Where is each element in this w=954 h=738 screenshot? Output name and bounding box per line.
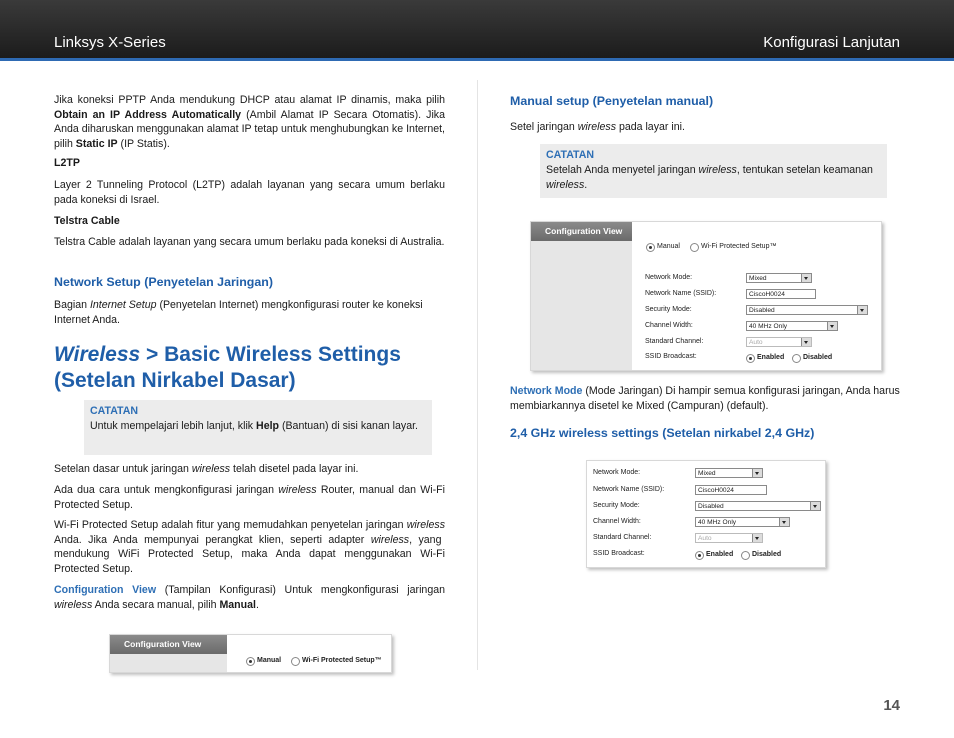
ssid-label: Network Name (SSID): bbox=[593, 486, 665, 493]
two-ways-paragraph bbox=[54, 483, 445, 512]
ssid-broadcast-label: SSID Broadcast: bbox=[593, 550, 645, 557]
telstra-paragraph: Telstra Cable adalah layanan yang secara umum berlaku pada koneksi di Australia. bbox=[54, 236, 445, 248]
text-italic: wireless bbox=[370, 533, 410, 546]
text: , tentukan setelan keamanan bbox=[736, 164, 873, 176]
select-value: Disabled bbox=[749, 307, 775, 314]
config-view-screenshot bbox=[109, 634, 392, 673]
select-value: Auto bbox=[749, 339, 763, 346]
ssid-input[interactable]: CiscoH0024 bbox=[746, 289, 816, 299]
config-view-bar: Configuration View bbox=[110, 635, 227, 654]
channel-width-select[interactable] bbox=[746, 321, 838, 331]
header-section-title: Konfigurasi Lanjutan bbox=[763, 34, 900, 51]
note-box bbox=[84, 400, 432, 455]
text-bold: Obtain an IP Address Automatically bbox=[54, 108, 242, 121]
text-bold: Help bbox=[256, 420, 280, 432]
channel-width-label: Channel Width: bbox=[593, 518, 641, 525]
text: Jika koneksi PPTP Anda mendukung DHCP atau alamat IP dinamis, maka pilih bbox=[54, 94, 445, 106]
standard-channel-label: Standard Channel: bbox=[593, 534, 652, 541]
text-italic: wireless bbox=[278, 484, 317, 496]
manual-setup-paragraph bbox=[510, 120, 900, 135]
note-box-right bbox=[540, 144, 887, 198]
text-bold: Manual bbox=[219, 598, 256, 611]
network-mode-select[interactable] bbox=[746, 273, 812, 283]
select-value: 40 MHz Only bbox=[749, 323, 788, 330]
standard-channel-select bbox=[746, 337, 812, 347]
text: Setelan dasar untuk jaringan bbox=[54, 463, 192, 475]
text: Wi-Fi Protected Setup adalah fitur yang memudahkan penyetelan jaringan bbox=[54, 519, 407, 531]
text: (Ambil Alamat IP Secara Otomatis). Jika Anda diharuskan menggunakan alamat IP tetap untuk menghubungkan ke Internet, pilih bbox=[54, 108, 445, 150]
network-setup-heading: Network Setup (Penyetelan Jaringan) bbox=[54, 275, 273, 289]
select-value: Mixed bbox=[698, 470, 716, 477]
text: . bbox=[255, 598, 259, 611]
term-label: Configuration View bbox=[54, 584, 157, 596]
note-title: CATATAN bbox=[90, 405, 139, 417]
disabled-radio[interactable] bbox=[792, 354, 801, 363]
manual-radio[interactable] bbox=[646, 243, 655, 252]
ssid-broadcast-label: SSID Broadcast: bbox=[645, 353, 697, 360]
heading-text: > Basic Wireless Settings (Setelan Nirkabel Dasar) bbox=[54, 343, 401, 392]
term-label: Network Mode bbox=[510, 385, 583, 397]
text: Router, manual dan Wi-Fi Protected Setup. bbox=[54, 484, 445, 511]
text: Anda secara manual, pilih bbox=[92, 598, 220, 611]
chevron-down-icon bbox=[752, 469, 762, 477]
disabled-label: Disabled bbox=[803, 354, 833, 361]
wps-label: Wi-Fi Protected Setup™ bbox=[701, 243, 777, 250]
text: Anda. Jika Anda mempunyai perangkat klien, seperti adapter bbox=[54, 533, 371, 546]
channel-width-label: Channel Width: bbox=[645, 322, 693, 329]
network-setup-paragraph bbox=[54, 298, 445, 327]
note-body bbox=[546, 163, 876, 192]
enabled-radio[interactable] bbox=[695, 551, 704, 560]
network-mode-paragraph bbox=[510, 384, 900, 413]
wps-radio[interactable] bbox=[690, 243, 699, 252]
text-bold: Static IP bbox=[75, 137, 118, 150]
text: (Mode Jaringan) Di hampir semua konfigurasi jaringan, Anda harus membiarkannya disetel ke Mixed (Campuran) (default). bbox=[510, 385, 900, 412]
standard-channel-select bbox=[695, 533, 763, 543]
sidebar-panel bbox=[531, 241, 632, 370]
ghz-settings-heading: 2,4 GHz wireless settings (Setelan nirkabel 2,4 GHz) bbox=[510, 426, 815, 440]
wps-label: Wi-Fi Protected Setup™ bbox=[302, 657, 382, 664]
security-mode-label: Security Mode: bbox=[645, 306, 692, 313]
network-mode-label: Network Mode: bbox=[593, 469, 641, 476]
config-view-paragraph bbox=[54, 583, 445, 612]
section-heading bbox=[54, 342, 454, 394]
manual-label: Manual bbox=[657, 243, 680, 250]
security-mode-select[interactable] bbox=[695, 501, 821, 511]
text: Bagian bbox=[54, 299, 90, 311]
manual-label: Manual bbox=[257, 657, 282, 664]
network-mode-select[interactable] bbox=[695, 468, 763, 478]
standard-channel-label: Standard Channel: bbox=[645, 338, 704, 345]
text: (Penyetelan Internet) mengkonfigurasi router ke koneksi Internet Anda. bbox=[54, 299, 423, 326]
text: . bbox=[584, 178, 588, 191]
wps-radio[interactable] bbox=[291, 657, 300, 666]
select-value: 40 MHz Only bbox=[698, 519, 737, 526]
enabled-label: Enabled bbox=[706, 551, 734, 558]
header-accent-line bbox=[0, 58, 954, 61]
chevron-down-icon bbox=[801, 274, 811, 282]
wps-paragraph bbox=[54, 518, 445, 576]
telstra-label: Telstra Cable bbox=[54, 215, 120, 227]
text: Setelah Anda menyetel jaringan bbox=[546, 164, 699, 176]
header-product-title: Linksys X-Series bbox=[54, 34, 166, 51]
column-divider bbox=[477, 80, 478, 670]
ssid-input[interactable]: CiscoH0024 bbox=[695, 485, 767, 495]
text: , yang mendukung WiFi Protected Setup, maka Anda dapat menggunakan Wi-Fi Protected Setup. bbox=[54, 533, 445, 575]
network-mode-label: Network Mode: bbox=[645, 274, 693, 281]
select-value: Mixed bbox=[749, 275, 767, 282]
manual-setup-screenshot bbox=[530, 221, 882, 371]
chevron-down-icon bbox=[752, 534, 762, 542]
text: Ada dua cara untuk mengkonfigurasi jaringan bbox=[54, 484, 279, 496]
sidebar-panel bbox=[110, 654, 227, 672]
disabled-radio[interactable] bbox=[741, 551, 750, 560]
select-value: Auto bbox=[698, 535, 712, 542]
chevron-down-icon bbox=[857, 306, 867, 314]
channel-width-select[interactable] bbox=[695, 517, 790, 527]
text: Untuk mempelajari lebih lanjut, klik bbox=[90, 420, 257, 432]
pptp-dhcp-paragraph bbox=[54, 93, 445, 151]
enabled-radio[interactable] bbox=[746, 354, 755, 363]
manual-setup-heading: Manual setup (Penyetelan manual) bbox=[510, 94, 714, 108]
ssid-label: Network Name (SSID): bbox=[645, 290, 717, 297]
chevron-down-icon bbox=[779, 518, 789, 526]
text-italic: Internet Setup bbox=[89, 299, 157, 311]
text-italic: wireless bbox=[191, 463, 231, 475]
text-italic: wireless bbox=[577, 121, 616, 133]
heading-italic: Wireless bbox=[54, 343, 141, 366]
text-italic: wireless bbox=[54, 598, 93, 611]
text: (IP Statis). bbox=[117, 137, 170, 150]
chevron-down-icon bbox=[827, 322, 837, 330]
text-italic: wireless bbox=[698, 164, 737, 176]
text: (Tampilan Konfigurasi) Untuk mengkonfigurasi jaringan bbox=[156, 584, 445, 596]
text: telah disetel pada layar ini. bbox=[230, 463, 359, 475]
select-value: Disabled bbox=[698, 503, 724, 510]
text: Setel jaringan bbox=[510, 121, 578, 133]
manual-radio[interactable] bbox=[246, 657, 255, 666]
text-italic: wireless bbox=[406, 519, 445, 531]
l2tp-paragraph: Layer 2 Tunneling Protocol (L2TP) adalah layanan yang secara umum berlaku pada koneksi di Israel. bbox=[54, 179, 445, 206]
page-number: 14 bbox=[883, 697, 900, 714]
enabled-label: Enabled bbox=[757, 354, 785, 361]
text: (Bantuan) di sisi kanan layar. bbox=[279, 420, 418, 432]
ghz-settings-screenshot bbox=[586, 460, 826, 568]
text: pada layar ini. bbox=[616, 121, 685, 133]
security-mode-label: Security Mode: bbox=[593, 502, 640, 509]
chevron-down-icon bbox=[810, 502, 820, 510]
chevron-down-icon bbox=[801, 338, 811, 346]
text-italic: wireless bbox=[546, 178, 585, 191]
config-view-bar: Configuration View bbox=[531, 222, 632, 241]
basic-settings-paragraph bbox=[54, 462, 445, 477]
l2tp-label: L2TP bbox=[54, 157, 80, 169]
note-title: CATATAN bbox=[546, 149, 595, 161]
note-body bbox=[90, 419, 420, 434]
security-mode-select[interactable] bbox=[746, 305, 868, 315]
disabled-label: Disabled bbox=[752, 551, 782, 558]
